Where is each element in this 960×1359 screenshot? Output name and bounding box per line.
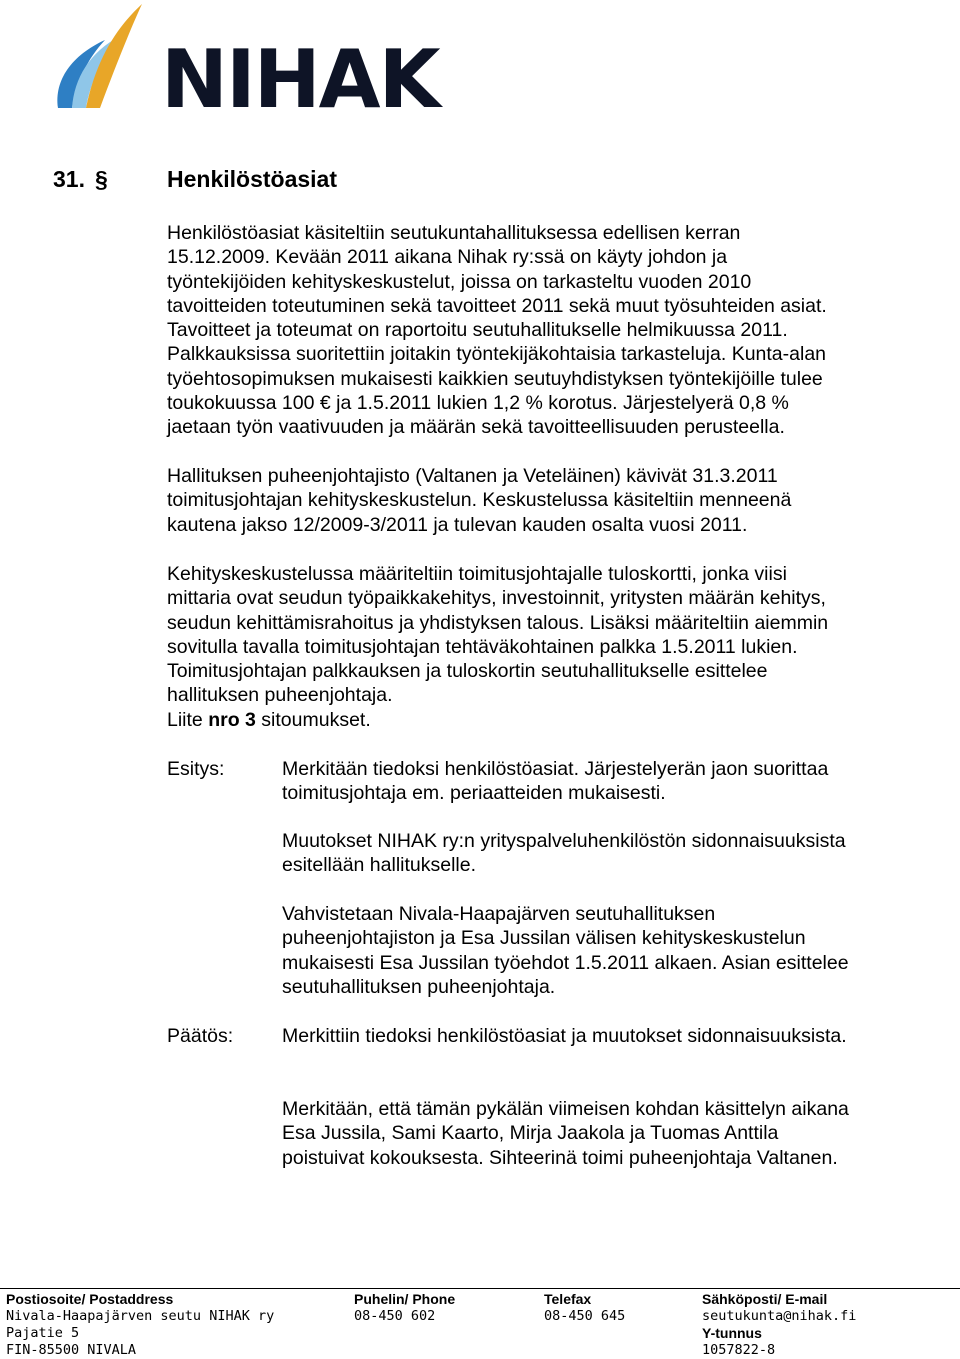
footer-address-header: Postiosoite/ Postaddress <box>6 1291 174 1307</box>
text-line: sovitulla tavalla toimitusjohtajan tehtäväkohtainen palkka 1.5.2011 lukien. <box>167 635 798 658</box>
proposal-block-3 <box>282 902 849 999</box>
nihak-logo <box>50 0 439 126</box>
text-line: Esa Jussila, Sami Kaarto, Mirja Jaakola ja Tuomas Anttila <box>282 1122 779 1145</box>
attachment-number: nro 3 <box>208 708 256 731</box>
text-line: toimitusjohtaja em. periaatteiden mukaisesti. <box>282 782 666 805</box>
footer-divider <box>0 1288 960 1289</box>
footer-address <box>6 1291 274 1359</box>
text-line: Palkkauksissa suoritettiin joitakin työntekijäkohtaisia tarkasteluja. Kunta-alan <box>167 343 827 366</box>
footer-fax-value: 08-450 645 <box>544 1308 626 1324</box>
text-line: mittaria ovat seudun työpaikkakehitys, investoinnit, yritysten määrän kehitys, <box>167 587 826 610</box>
paragraph-1 <box>167 221 827 440</box>
footer-business-id-value: 1057822-8 <box>702 1342 776 1358</box>
text-line: toukokuussa 100 € ja 1.5.2011 lukien 1,2 % korotus. Järjestelyerä 0,8 % <box>167 392 789 415</box>
footer-phone-value: 08-450 602 <box>354 1308 436 1324</box>
section-title: Henkilöstöasiat <box>167 166 337 192</box>
decision-label: Päätös: <box>167 1025 234 1047</box>
paragraph-2 <box>167 464 791 537</box>
footer-address-line: FIN-85500 NIVALA <box>6 1342 137 1358</box>
text-line: Muutokset NIHAK ry:n yrityspalveluhenkilöstön sidonnaisuuksista <box>282 830 846 852</box>
text-line: hallituksen puheenjohtaja. <box>167 684 393 707</box>
text-line: 15.12.2009. Kevään 2011 aikana Nihak ry:ssä on käyty johdon ja <box>167 246 728 269</box>
text-line: Toimitusjohtajan palkkauksen ja tuloskortin seutuhallitukselle esittelee <box>167 660 768 683</box>
footer-address-line: Pajatie 5 <box>6 1325 80 1341</box>
text-line: Merkitään tiedoksi henkilöstöasiat. Järjestelyerän jaon suorittaa <box>282 758 829 780</box>
footer-fax-header: Telefax <box>544 1291 592 1307</box>
text-line: Merkitään, että tämän pykälän viimeisen kohdan käsittelyn aikana <box>282 1098 849 1120</box>
logo-text: NIHAK <box>161 33 439 126</box>
text-line: Henkilöstöasiat käsiteltiin seutukuntahallituksessa edellisen kerran <box>167 222 741 244</box>
proposal-block-1 <box>282 757 828 806</box>
text-line: kautena jakso 12/2009-3/2011 ja tulevan kauden osalta vuosi 2011. <box>167 513 748 536</box>
proposal-label: Esitys: <box>167 758 225 780</box>
text-line: työntekijöiden kehityskeskustelut, joissa on tarkasteltu vuoden 2010 <box>167 270 752 293</box>
text-line: esitellään hallitukselle. <box>282 854 477 877</box>
text-line: jaetaan työn vaativuuden ja määrän sekä tavoitteellisuuden perusteella. <box>167 416 785 439</box>
text-line: puheenjohtajiston ja Esa Jussilan välisen kehityskeskustelun <box>282 927 806 950</box>
footer-email-header: Sähköposti/ E-mail <box>702 1291 828 1307</box>
section-symbol: § <box>95 166 108 192</box>
attachment-line: Liite nro 3 sitoumukset. <box>167 708 371 731</box>
footer-phone <box>354 1291 455 1325</box>
paragraph-3 <box>167 562 828 732</box>
text-line: Hallituksen puheenjohtajisto (Valtanen ja Veteläinen) kävivät 31.3.2011 <box>167 465 778 487</box>
text-line: Kehityskeskustelussa määriteltiin toimitusjohtajalle tuloskortti, jonka viisi <box>167 563 787 585</box>
decision-block-2 <box>282 1097 849 1170</box>
footer-business-id-label: Y-tunnus <box>702 1325 762 1341</box>
text-line: työehtosopimuksen mukaisesti kaikkien seutuyhdistyksen työntekijöille tulee <box>167 367 823 390</box>
footer-address-line: Nivala-Haapajärven seutu NIHAK ry <box>6 1308 275 1324</box>
decision-block-1 <box>282 1024 847 1048</box>
proposal-block-2 <box>282 829 846 878</box>
footer-email-value: seutukunta@nihak.fi <box>702 1308 857 1324</box>
text-line: tavoitteiden toteutuminen sekä tavoitteet 2011 sekä muut työsuhteiden asiat. <box>167 294 827 317</box>
footer-email <box>702 1291 856 1359</box>
text-line: seudun kehittämisrahoitus ja yhdistyksen talous. Lisäksi määriteltiin aiemmin <box>167 611 829 634</box>
footer-fax <box>544 1291 625 1325</box>
text-line: Merkittiin tiedoksi henkilöstöasiat ja muutokset sidonnaisuuksista. <box>282 1025 847 1047</box>
text-line: seutuhallituksen puheenjohtaja. <box>282 975 556 998</box>
text-line: Tavoitteet ja toteumat on raportoitu seutuhallitukselle helmikuussa 2011. <box>167 319 788 342</box>
text-line: mukaisesti Esa Jussilan työehdot 1.5.2011 alkaen. Asian esittelee <box>282 951 849 974</box>
footer-phone-header: Puhelin/ Phone <box>354 1291 456 1307</box>
text-line: poistuivat kokouksesta. Sihteerinä toimi puheenjohtaja Valtanen. <box>282 1146 838 1169</box>
text-line: toimitusjohtajan kehityskeskustelun. Keskustelussa käsiteltiin menneenä <box>167 489 792 512</box>
section-number: 31. <box>53 166 85 192</box>
text-line: Vahvistetaan Nivala-Haapajärven seutuhallituksen <box>282 903 716 925</box>
